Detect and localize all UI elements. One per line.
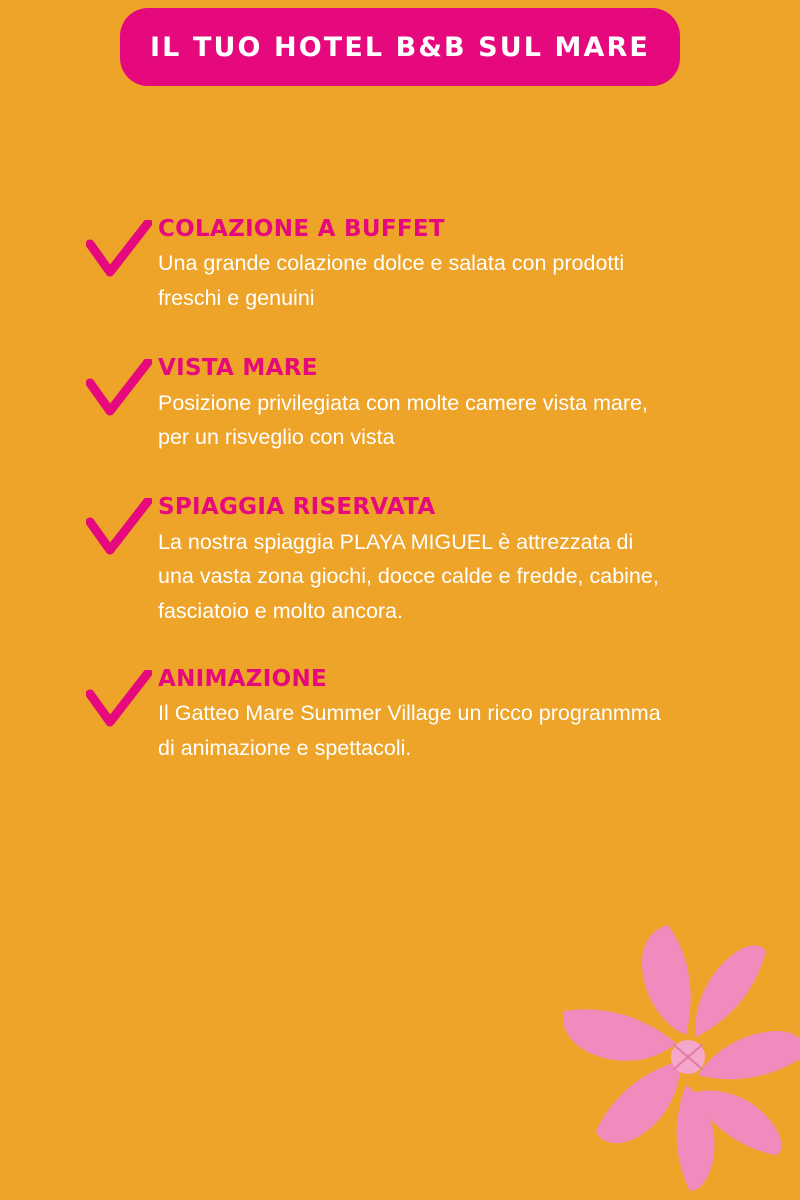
feature-text xyxy=(158,666,726,765)
check-icon xyxy=(86,666,158,732)
feature-text xyxy=(158,494,726,628)
feature-title: ANIMAZIONE xyxy=(158,666,328,693)
feature-description: La nostra spiaggia PLAYA MIGUEL è attrezzata di una vasta zona giochi, docce calde e fredde, cabine, fasciatoio e molto ancora. xyxy=(158,529,659,623)
feature-title: SPIAGGIA RISERVATA xyxy=(158,494,436,521)
feature-description: Una grande colazione dolce e salata con prodotti freschi e genuini xyxy=(158,251,625,310)
feature-list xyxy=(86,216,726,765)
feature-title: COLAZIONE A BUFFET xyxy=(158,216,445,242)
check-icon xyxy=(86,494,158,560)
feature-text xyxy=(158,355,726,454)
feature-description: Posizione privilegiata con molte camere vista mare, per un risveglio con vista xyxy=(158,390,648,450)
list-item xyxy=(86,355,726,454)
list-item xyxy=(86,216,726,315)
flower-icon xyxy=(550,915,800,1195)
list-item xyxy=(86,494,726,628)
header-badge xyxy=(120,8,680,86)
header xyxy=(0,8,800,86)
feature-title: VISTA MARE xyxy=(158,355,318,382)
check-icon xyxy=(86,216,158,282)
list-item xyxy=(86,666,726,765)
check-icon xyxy=(86,355,158,421)
feature-text xyxy=(158,216,726,315)
page-title: IL TUO HOTEL B&B SUL MARE xyxy=(150,31,650,63)
feature-description: Il Gatteo Mare Summer Village un ricco progranmma di animazione e spettacoli. xyxy=(158,701,661,760)
